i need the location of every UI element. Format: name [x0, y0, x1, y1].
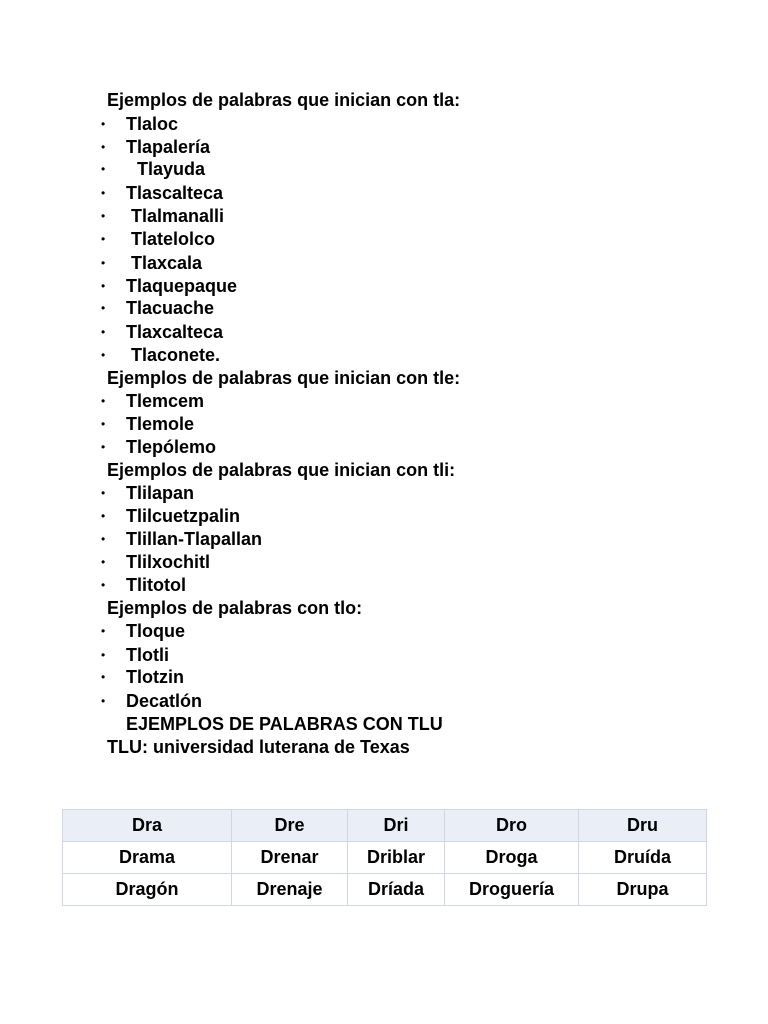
list-item: Tlayuda	[137, 159, 206, 179]
list-item: Tlalmanalli	[131, 206, 225, 226]
table-cell: Drupa	[579, 874, 707, 906]
bullet: •	[101, 648, 106, 662]
list-item: Tlemcem	[126, 391, 205, 411]
bullet: •	[101, 578, 106, 592]
section-heading-tle: Ejemplos de palabras que inician con tle:	[107, 368, 461, 388]
list-item: Tlitotol	[126, 575, 186, 595]
table-row	[63, 874, 707, 906]
section-heading-tli: Ejemplos de palabras que inician con tli:	[107, 460, 456, 480]
list-item: Tlemole	[126, 414, 195, 434]
bullet: •	[101, 694, 106, 708]
bullet: •	[101, 186, 106, 200]
table-cell: Dríada	[348, 874, 445, 906]
table-cell: Dragón	[63, 874, 232, 906]
table-cell: Drama	[63, 842, 232, 874]
bullet: •	[101, 486, 106, 500]
bullet: •	[101, 301, 106, 315]
list-item: Tlaquepaque	[126, 276, 238, 296]
bullet: •	[101, 394, 106, 408]
list-item: Decatlón	[126, 691, 203, 711]
bullet: •	[101, 348, 106, 362]
list-item: Tlilxochitl	[126, 552, 211, 572]
bullet: •	[101, 162, 106, 176]
column-header: Dre	[232, 810, 348, 842]
table-header-row	[63, 810, 707, 842]
list-item: Tlotli	[126, 645, 169, 665]
table-cell: Drenar	[232, 842, 348, 874]
list-item: Tlascalteca	[126, 183, 224, 203]
bullet: •	[101, 440, 106, 454]
list-item: Tlepólemo	[126, 437, 217, 457]
list-item: Tlacuache	[126, 298, 215, 318]
list-item: Tloque	[126, 621, 185, 641]
table-row	[63, 842, 707, 874]
bullet: •	[101, 140, 106, 154]
list-item: Tlaconete.	[131, 345, 221, 365]
bullet: •	[101, 256, 106, 270]
table-cell: Druída	[579, 842, 707, 874]
bullet: •	[101, 555, 106, 569]
list-item: Tlaloc	[126, 114, 179, 134]
column-header: Dri	[348, 810, 445, 842]
table-cell: Drenaje	[232, 874, 348, 906]
table-cell: Driblar	[348, 842, 445, 874]
bullet: •	[101, 624, 106, 638]
table-cell: Droga	[445, 842, 579, 874]
column-header: Dra	[63, 810, 232, 842]
tlu-heading: EJEMPLOS DE PALABRAS CON TLU	[126, 714, 443, 734]
section-heading-tlo: Ejemplos de palabras con tlo:	[107, 598, 363, 618]
bullet: •	[101, 417, 106, 431]
list-item: Tlaxcala	[131, 253, 203, 273]
list-item: Tlillan-Tlapallan	[126, 529, 263, 549]
tlu-definition: TLU: universidad luterana de Texas	[107, 737, 410, 757]
bullet: •	[101, 509, 106, 523]
list-item: Tlilcuetzpalin	[126, 506, 241, 526]
bullet: •	[101, 532, 106, 546]
bullet: •	[101, 209, 106, 223]
section-heading-tla: Ejemplos de palabras que inician con tla:	[107, 90, 461, 110]
list-item: Tlotzin	[126, 667, 184, 687]
bullet: •	[101, 117, 106, 131]
bullet: •	[101, 670, 106, 684]
table-cell: Droguería	[445, 874, 579, 906]
column-header: Dro	[445, 810, 579, 842]
list-item: Tlatelolco	[131, 229, 216, 249]
list-item: Tlapalería	[126, 137, 211, 157]
list-item: Tlilapan	[126, 483, 195, 503]
bullet: •	[101, 232, 106, 246]
list-item: Tlaxcalteca	[126, 322, 224, 342]
bullet: •	[101, 279, 106, 293]
bullet: •	[101, 325, 106, 339]
dr-words-table	[62, 809, 707, 906]
column-header: Dru	[579, 810, 707, 842]
